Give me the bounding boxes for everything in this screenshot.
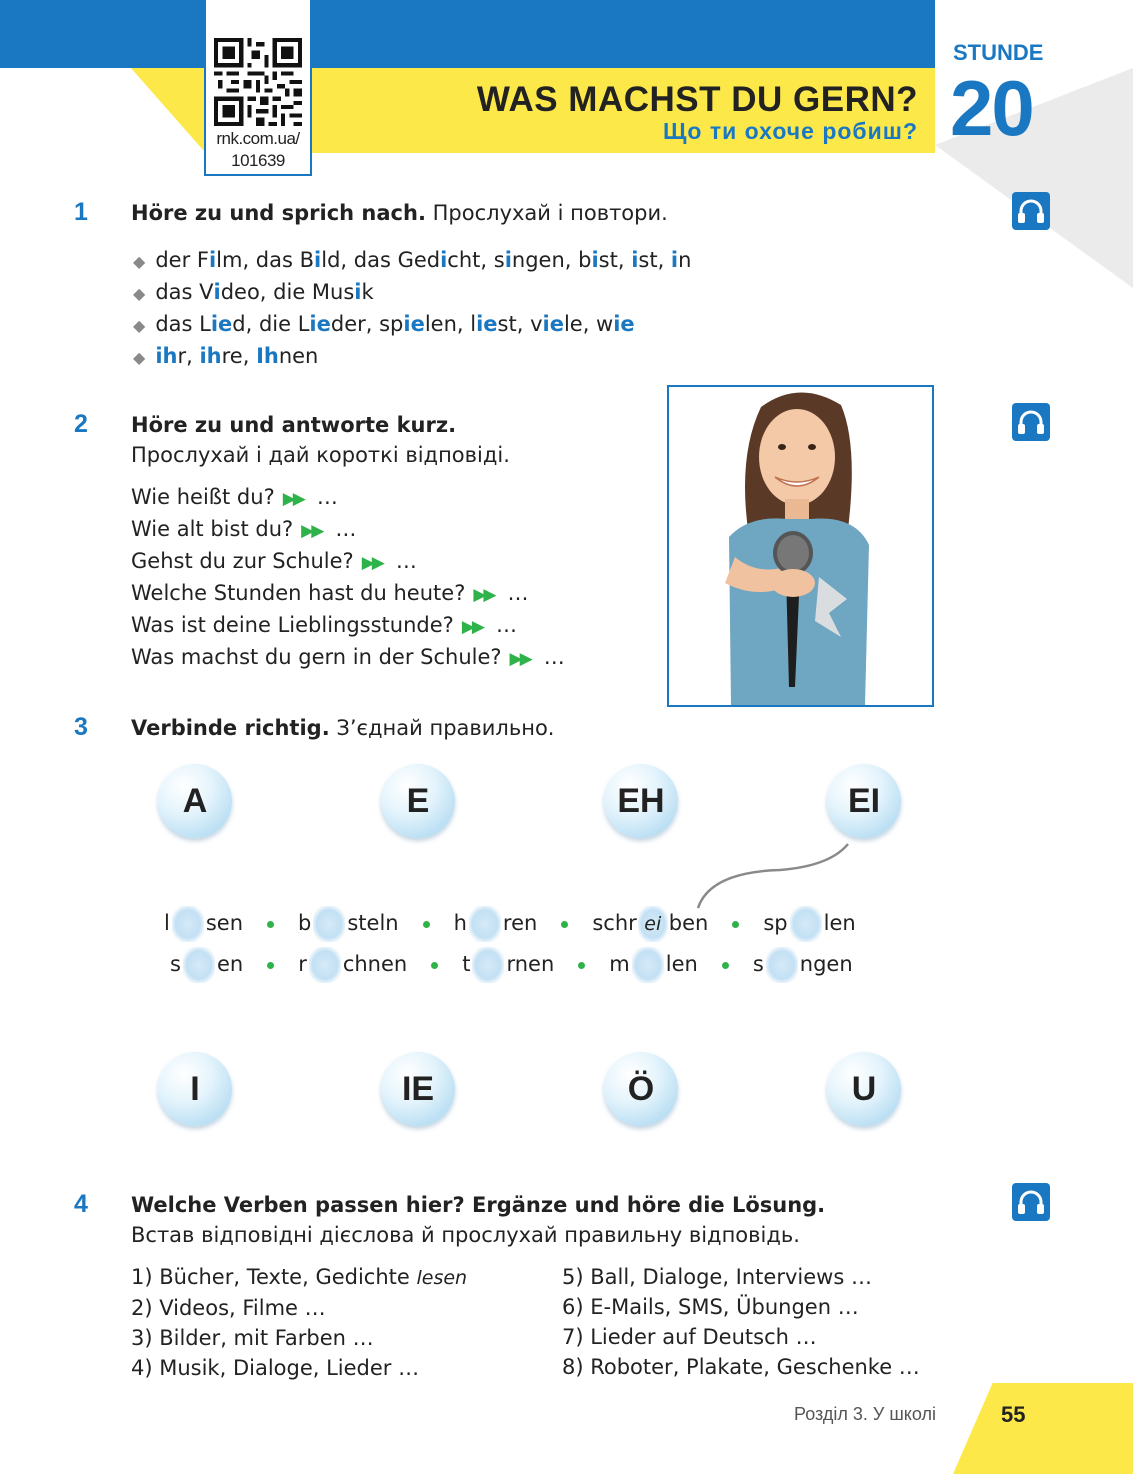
lesson-number: 20 — [950, 64, 1033, 152]
diamond-bullet-icon: ◆ — [133, 284, 146, 303]
highlighted-letters: i — [314, 248, 322, 272]
question-text: Wie heißt du? — [131, 485, 275, 509]
word-start: m — [609, 952, 630, 976]
bubble-i[interactable] — [158, 1052, 232, 1126]
word-text: d, die L — [232, 312, 310, 336]
question-line — [131, 610, 565, 642]
exercise-4-left-list — [131, 1262, 467, 1383]
answer-blank: … — [395, 549, 417, 573]
fast-forward-icon: ▶▶ — [473, 585, 494, 605]
headphones-icon — [1012, 403, 1050, 441]
bubble-ei[interactable] — [827, 764, 901, 838]
letter-gap[interactable] — [766, 947, 798, 983]
diamond-bullet-icon: ◆ — [133, 348, 146, 367]
question-text: Welche Stunden hast du heute? — [131, 581, 466, 605]
highlighted-letters: ie — [403, 312, 425, 336]
bubble-ie[interactable] — [381, 1052, 455, 1126]
question-line — [131, 642, 565, 674]
word-end: sen — [205, 911, 244, 935]
letter-gap[interactable] — [313, 906, 345, 942]
word-text: der, sp — [330, 312, 404, 336]
word-text: ld, das Ged — [321, 248, 441, 272]
green-dot-separator — [267, 921, 274, 928]
highlighted-letters: i — [591, 248, 599, 272]
bubble-label: A — [182, 781, 208, 820]
letter-gap[interactable] — [632, 947, 664, 983]
word-row-2 — [170, 947, 853, 983]
page-number: 55 — [1001, 1402, 1026, 1427]
highlighted-letters: i — [440, 248, 448, 272]
word-end: chnen — [342, 952, 408, 976]
exercise-1-instruction-de: Höre zu und sprich nach. — [131, 201, 426, 225]
word-text: st, — [598, 248, 632, 272]
green-dot-separator — [267, 962, 274, 969]
word-end: en — [216, 952, 244, 976]
word-start: l — [164, 911, 170, 935]
headphones-icon — [1012, 1183, 1050, 1221]
audio-button-ex4[interactable] — [1012, 1183, 1050, 1221]
word-start: h — [453, 911, 467, 935]
girl-illustration — [669, 387, 932, 705]
exercise-3-instruction-ua: З’єднай правильно. — [336, 716, 555, 740]
question-text: Was ist deine Lieblingsstunde? — [131, 613, 454, 637]
item-text: 1) Bücher, Texte, Gedichte — [131, 1265, 417, 1289]
green-dot-separator — [423, 921, 430, 928]
answer-blank: … — [495, 613, 517, 637]
exercise-2-question-list — [131, 482, 565, 674]
bubble-label: IE — [401, 1069, 435, 1108]
highlighted-letters: i — [631, 248, 639, 272]
word-line — [133, 341, 691, 373]
question-line — [131, 482, 565, 514]
word-end: rnen — [506, 952, 555, 976]
exercise-4-number: 4 — [74, 1190, 88, 1218]
word-end: ren — [502, 911, 538, 935]
word-text: das L — [155, 312, 211, 336]
headphones-icon — [1012, 192, 1050, 230]
word-start: s — [170, 952, 181, 976]
word-end: len — [823, 911, 856, 935]
header-blue-band — [0, 0, 935, 68]
example-answer: lesen — [416, 1267, 468, 1289]
word-end: len — [665, 952, 698, 976]
letter-gap[interactable] — [183, 947, 215, 983]
word-start: t — [462, 952, 471, 976]
word-text: le, w — [563, 312, 614, 336]
exercise-2-number: 2 — [74, 410, 88, 438]
highlighted-letters: ie — [309, 312, 331, 336]
fast-forward-icon: ▶▶ — [282, 489, 303, 509]
qr-link-text — [206, 128, 310, 172]
word-start: schr — [592, 911, 637, 935]
word-line — [133, 277, 691, 309]
answer-blank: … — [543, 645, 565, 669]
audio-button-ex1[interactable] — [1012, 192, 1050, 230]
list-item: 8) Roboter, Plakate, Geschenke … — [562, 1355, 920, 1379]
word-text: st, v — [497, 312, 543, 336]
exercise-1-instruction — [131, 198, 668, 228]
letter-gap[interactable] — [790, 906, 822, 942]
green-dot-separator — [722, 962, 729, 969]
highlighted-letters: ie — [210, 312, 233, 336]
letter-gap[interactable] — [309, 947, 341, 983]
exercise-4-instruction-de: Welche Verben passen hier? Ergänze und höre die Lösung. — [131, 1193, 826, 1217]
word-start: r — [298, 952, 307, 976]
word-text: der F — [155, 248, 209, 272]
bubble-a[interactable] — [158, 764, 232, 838]
exercise-3-instruction — [131, 713, 554, 743]
word-text: k — [361, 280, 374, 304]
lesson-label: STUNDE — [953, 40, 1044, 65]
qr-code-icon[interactable] — [214, 38, 302, 126]
question-text: Gehst du zur Schule? — [131, 549, 354, 573]
word-text: re, — [221, 344, 257, 368]
fast-forward-icon: ▶▶ — [301, 521, 322, 541]
list-item — [131, 1262, 467, 1293]
word-text: n — [678, 248, 692, 272]
exercise-3-instruction-de: Verbinde richtig. — [131, 716, 330, 740]
exercise-1-instruction-ua: Прослухай і повтори. — [432, 201, 668, 225]
word-line — [133, 245, 691, 277]
highlighted-letters: ih — [155, 344, 178, 368]
answer-blank: … — [316, 485, 338, 509]
word-start: s — [752, 952, 764, 976]
section-label: Розділ 3. У школі — [794, 1404, 936, 1424]
bubble-u[interactable] — [827, 1052, 901, 1126]
highlighted-letters: i — [208, 248, 217, 272]
exercise-1-number: 1 — [74, 198, 88, 226]
footer-yellow-band — [953, 1383, 1133, 1474]
qr-link-domain: rnk.com.ua/ — [216, 129, 300, 148]
highlighted-letters: i — [504, 248, 512, 272]
highlighted-letters: ie — [476, 312, 498, 336]
list-item: 2) Videos, Filme … — [131, 1296, 326, 1320]
bubble-oe[interactable] — [604, 1052, 678, 1126]
word-row-1 — [164, 906, 856, 942]
bubble-label: I — [190, 1069, 200, 1108]
highlighted-letters: i — [213, 280, 221, 304]
page-subtitle: Що ти охоче робиш? — [662, 118, 918, 144]
word-text: st, — [638, 248, 671, 272]
letter-gap[interactable] — [172, 906, 204, 942]
audio-button-ex2[interactable] — [1012, 403, 1050, 441]
list-item: 7) Lieder auf Deutsch … — [562, 1325, 817, 1349]
green-dot-separator — [578, 962, 585, 969]
highlighted-letters: i — [354, 280, 362, 304]
exercise-4-instruction-ua: Встав відповідні дієслова й прослухай правильну відповідь. — [131, 1223, 800, 1247]
diamond-bullet-icon: ◆ — [133, 252, 146, 271]
word-text: nen — [278, 344, 319, 368]
word-text: len, l — [424, 312, 477, 336]
word-line — [133, 309, 691, 341]
girl-with-microphone-photo — [667, 385, 934, 707]
word-start: b — [298, 911, 312, 935]
bubble-eh[interactable] — [604, 764, 678, 838]
answer-blank: … — [507, 581, 529, 605]
word-text: r, — [177, 344, 200, 368]
word-end: steln — [347, 911, 399, 935]
highlighted-letters: Ih — [256, 344, 279, 368]
question-text: Wie alt bist du? — [131, 517, 294, 541]
exercise-1-word-list — [133, 245, 691, 373]
green-dot-separator — [431, 962, 438, 969]
question-line — [131, 578, 565, 610]
word-end: ngen — [799, 952, 853, 976]
diamond-bullet-icon: ◆ — [133, 316, 146, 335]
highlighted-letters: ie — [613, 312, 635, 336]
word-start: sp — [763, 911, 788, 935]
word-text: cht, s — [447, 248, 505, 272]
letter-gap[interactable]: ei — [638, 906, 668, 942]
question-text: Was machst du gern in der Schule? — [131, 645, 502, 669]
word-text: ngen, b — [511, 248, 592, 272]
word-text: deo, die Mus — [220, 280, 355, 304]
green-dot-separator — [561, 921, 568, 928]
fast-forward-icon: ▶▶ — [509, 649, 530, 669]
exercise-2-instruction-ua: Прослухай і дай короткі відповіді. — [131, 443, 510, 467]
word-text: lm, das B — [216, 248, 315, 272]
answer-blank: … — [335, 517, 357, 541]
bubble-e[interactable] — [381, 764, 455, 838]
bubble-label: E — [406, 781, 430, 820]
bubble-label: EH — [617, 781, 665, 820]
word-end: ben — [668, 911, 709, 935]
question-line — [131, 546, 565, 578]
bubble-label: Ö — [627, 1069, 655, 1108]
page-title: WAS MACHST DU GERN? — [476, 80, 918, 119]
letter-gap[interactable] — [469, 906, 501, 942]
bubble-label: EI — [847, 781, 881, 820]
qr-link-code: 101639 — [231, 151, 285, 170]
exercise-4-right-list — [562, 1262, 920, 1382]
list-item: 5) Ball, Dialoge, Interviews … — [562, 1265, 872, 1289]
letter-gap[interactable] — [472, 947, 504, 983]
list-item: 4) Musik, Dialoge, Lieder … — [131, 1356, 420, 1380]
list-item: 6) E-Mails, SMS, Übungen … — [562, 1295, 859, 1319]
word-text: das V — [155, 280, 214, 304]
green-dot-separator — [732, 921, 739, 928]
exercise-3-number: 3 — [74, 713, 88, 741]
exercise-2-instruction-de: Höre zu und antworte kurz. — [131, 413, 457, 437]
fast-forward-icon: ▶▶ — [361, 553, 382, 573]
bubble-label: U — [851, 1069, 877, 1108]
highlighted-letters: ie — [542, 312, 564, 336]
highlighted-letters: ih — [199, 344, 222, 368]
highlighted-letters: i — [670, 248, 679, 272]
list-item: 3) Bilder, mit Farben … — [131, 1326, 374, 1350]
fast-forward-icon: ▶▶ — [461, 617, 482, 637]
question-line — [131, 514, 565, 546]
